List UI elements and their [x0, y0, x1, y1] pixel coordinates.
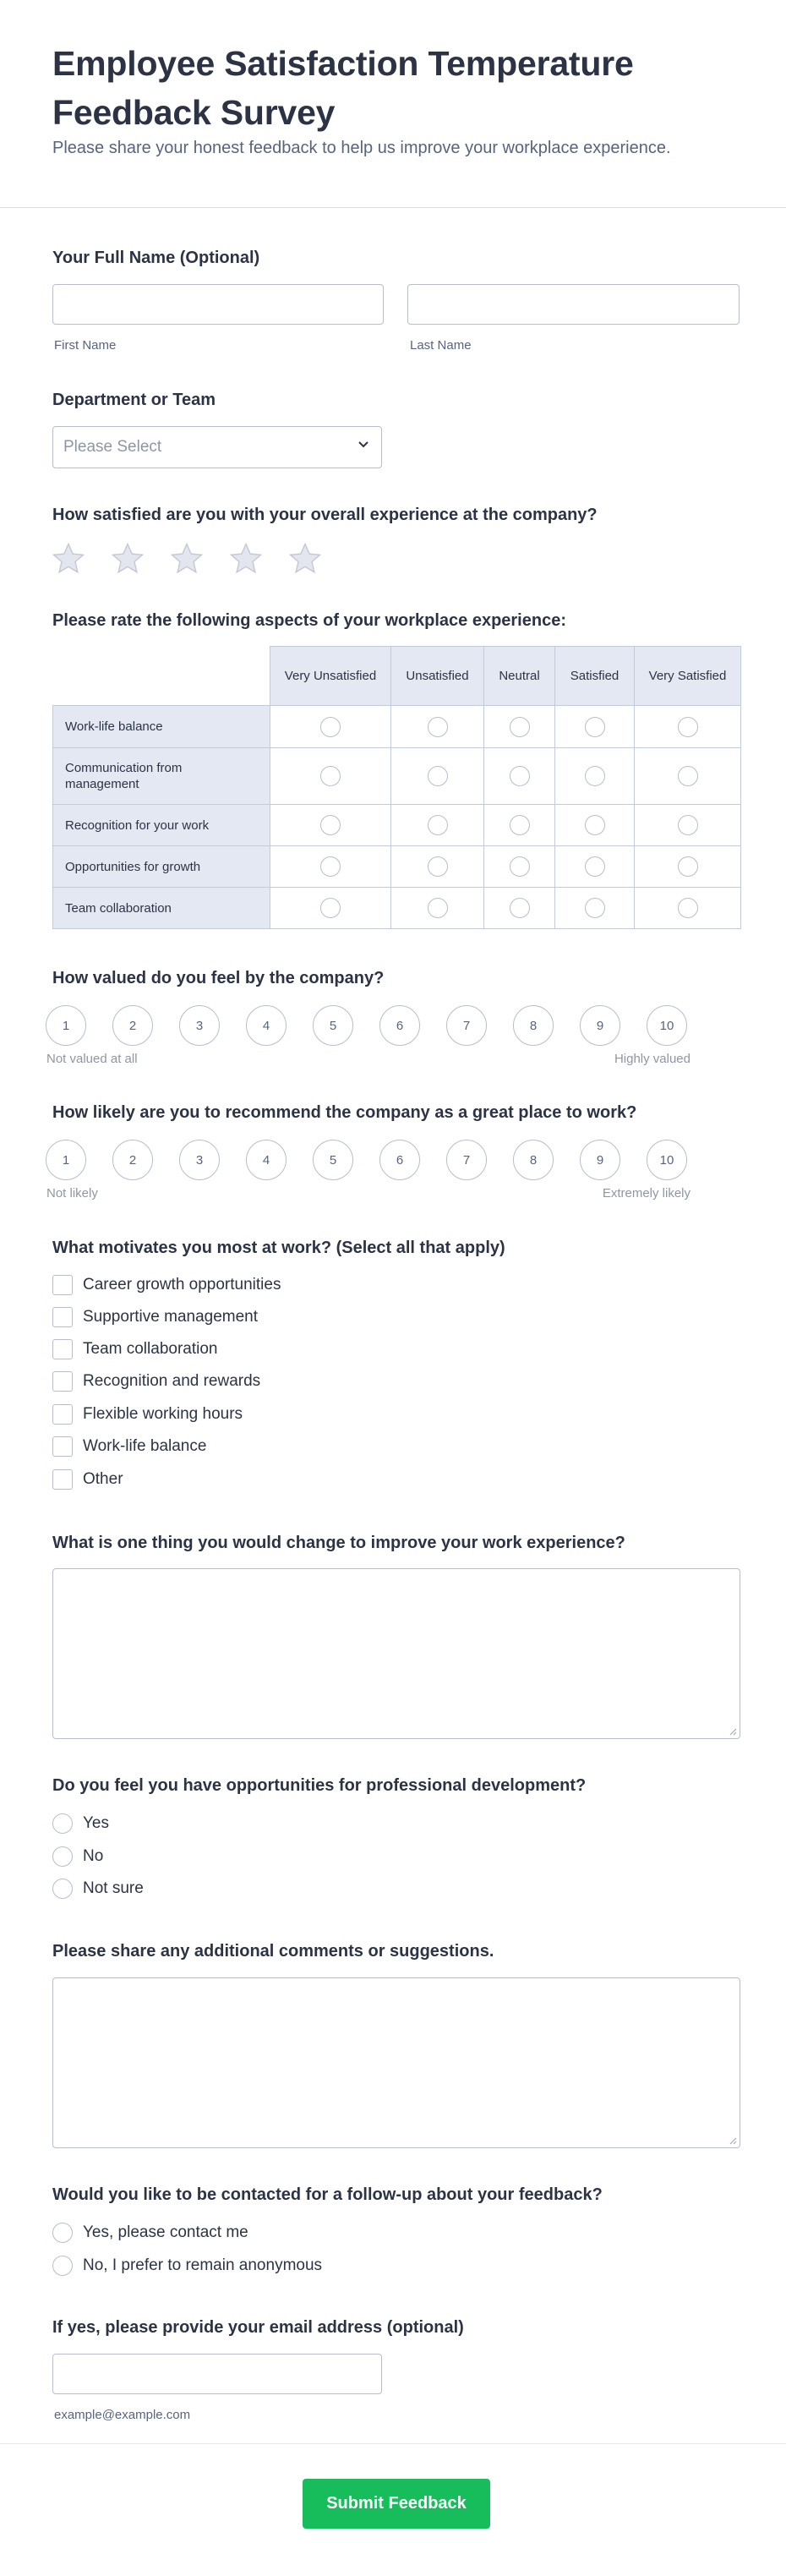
radio-option[interactable] — [52, 2256, 322, 2276]
checkbox-option[interactable] — [52, 1469, 123, 1490]
submit-button[interactable]: Submit Feedback — [303, 2479, 490, 2529]
matrix-radio[interactable] — [320, 766, 341, 786]
valued-label: How valued do you feel by the company? — [52, 969, 385, 987]
first-name-input[interactable] — [52, 284, 384, 325]
radio-label: No, I prefer to remain anonymous — [83, 2256, 323, 2274]
matrix-row — [53, 888, 741, 929]
matrix-label: Please rate the following aspects of your workplace experience: — [52, 611, 566, 630]
matrix-radio[interactable] — [428, 766, 448, 786]
matrix-col-header: Unsatisfied — [391, 647, 484, 706]
checkbox[interactable] — [52, 1275, 73, 1295]
email-label: If yes, please provide your email address (optional) — [52, 2318, 464, 2337]
valued-scale — [46, 1005, 687, 1046]
matrix-radio[interactable] — [510, 815, 530, 835]
checkbox[interactable] — [52, 1469, 73, 1490]
scale-option[interactable]: 7 — [446, 1140, 487, 1180]
radio-label: Yes, please contact me — [83, 2223, 248, 2241]
checkbox-option[interactable] — [52, 1275, 281, 1295]
checkbox-label: Recognition and rewards — [83, 1372, 261, 1390]
scale-option[interactable]: 10 — [647, 1140, 687, 1180]
radio-button[interactable] — [52, 2223, 73, 2243]
checkbox-option[interactable] — [52, 1371, 260, 1392]
name-label: Your Full Name (Optional) — [52, 249, 260, 267]
radio-button[interactable] — [52, 2256, 73, 2276]
matrix-col-header: Very Unsatisfied — [270, 647, 391, 706]
matrix-radio[interactable] — [585, 717, 605, 737]
matrix-corner — [53, 647, 270, 706]
matrix-radio[interactable] — [678, 815, 698, 835]
scale-max-label: Extremely likely — [602, 1186, 690, 1200]
last-name-sublabel: Last Name — [410, 338, 472, 353]
matrix-radio[interactable] — [320, 815, 341, 835]
checkbox-option[interactable] — [52, 1436, 206, 1457]
matrix-radio[interactable] — [428, 815, 448, 835]
checkbox[interactable] — [52, 1371, 73, 1392]
page-subtitle: Please share your honest feedback to help us improve your workplace experience. — [52, 139, 671, 157]
matrix-radio[interactable] — [678, 898, 698, 918]
radio-option[interactable] — [52, 1813, 109, 1834]
scale-option[interactable]: 6 — [379, 1140, 420, 1180]
matrix-radio[interactable] — [510, 856, 530, 877]
checkbox-option[interactable] — [52, 1404, 243, 1425]
matrix-radio[interactable] — [320, 898, 341, 918]
matrix-radio[interactable] — [428, 856, 448, 877]
comments-textarea[interactable] — [52, 1977, 740, 2148]
matrix-radio[interactable] — [585, 898, 605, 918]
matrix-row-label: Work-life balance — [53, 706, 270, 748]
scale-option[interactable]: 4 — [246, 1005, 287, 1046]
scale-option[interactable]: 3 — [179, 1140, 220, 1180]
matrix-col-header: Neutral — [484, 647, 555, 706]
star-icon[interactable] — [169, 541, 205, 577]
scale-option[interactable]: 9 — [580, 1005, 620, 1046]
motivations-label: What motivates you most at work? (Select all that apply) — [52, 1239, 505, 1257]
star-icon[interactable] — [228, 541, 264, 577]
checkbox[interactable] — [52, 1436, 73, 1457]
department-placeholder: Please Select — [63, 438, 162, 456]
matrix-radio[interactable] — [510, 898, 530, 918]
matrix-radio[interactable] — [585, 815, 605, 835]
comments-label: Please share any additional comments or suggestions. — [52, 1942, 494, 1961]
department-select[interactable] — [52, 426, 382, 468]
resize-grip-icon[interactable] — [729, 1727, 737, 1736]
rating-matrix — [52, 646, 741, 929]
scale-option[interactable]: 2 — [112, 1005, 153, 1046]
last-name-input[interactable] — [407, 284, 740, 325]
checkbox-label: Flexible working hours — [83, 1405, 243, 1423]
matrix-row-label: Recognition for your work — [53, 805, 270, 846]
matrix-radio[interactable] — [678, 766, 698, 786]
scale-option[interactable]: 5 — [313, 1005, 353, 1046]
star-icon[interactable] — [287, 541, 323, 577]
radio-button[interactable] — [52, 1813, 73, 1834]
matrix-row-label: Communication from management — [53, 748, 270, 805]
scale-option[interactable]: 1 — [46, 1005, 86, 1046]
checkbox-option[interactable] — [52, 1339, 217, 1359]
star-icon[interactable] — [51, 541, 86, 577]
radio-label: No — [83, 1847, 104, 1865]
matrix-radio[interactable] — [585, 766, 605, 786]
scale-option[interactable]: 3 — [179, 1005, 220, 1046]
recommend-label: How likely are you to recommend the company as a great place to work? — [52, 1103, 637, 1122]
checkbox-label: Career growth opportunities — [83, 1276, 281, 1293]
checkbox-label: Other — [83, 1470, 123, 1488]
scale-max-label: Highly valued — [614, 1052, 690, 1066]
matrix-radio[interactable] — [428, 898, 448, 918]
followup-label: Would you like to be contacted for a follow-up about your feedback? — [52, 2185, 603, 2204]
matrix-radio[interactable] — [320, 856, 341, 877]
scale-option[interactable]: 1 — [46, 1140, 86, 1180]
scale-option[interactable]: 8 — [513, 1005, 554, 1046]
first-name-sublabel: First Name — [54, 338, 117, 353]
scale-option[interactable]: 4 — [246, 1140, 287, 1180]
matrix-row — [53, 805, 741, 846]
chevron-down-icon — [358, 438, 369, 454]
matrix-radio[interactable] — [510, 717, 530, 737]
matrix-col-header: Satisfied — [555, 647, 635, 706]
matrix-row-label: Opportunities for growth — [53, 846, 270, 888]
scale-option[interactable]: 6 — [379, 1005, 420, 1046]
resize-grip-icon[interactable] — [729, 2136, 737, 2145]
scale-min-label: Not likely — [46, 1186, 98, 1200]
checkbox-label: Supportive management — [83, 1308, 259, 1326]
matrix-row-label: Team collaboration — [53, 888, 270, 929]
star-icon[interactable] — [110, 541, 145, 577]
recommend-scale — [46, 1140, 687, 1180]
radio-button[interactable] — [52, 1879, 73, 1899]
scale-option[interactable]: 9 — [580, 1140, 620, 1180]
radio-option[interactable] — [52, 1846, 103, 1867]
scale-option[interactable]: 5 — [313, 1140, 353, 1180]
form-header — [0, 0, 786, 208]
email-input[interactable] — [52, 2354, 382, 2394]
overall-rating-label: How satisfied are you with your overall experience at the company? — [52, 506, 598, 524]
matrix-col-header: Very Satisfied — [635, 647, 741, 706]
matrix-row — [53, 748, 741, 805]
radio-option[interactable] — [52, 1879, 144, 1899]
scale-option[interactable]: 8 — [513, 1140, 554, 1180]
checkbox-option[interactable] — [52, 1307, 258, 1327]
change-label: What is one thing you would change to improve your work experience? — [52, 1534, 625, 1552]
checkbox-label: Work-life balance — [83, 1437, 207, 1455]
page-title: Employee Satisfaction Temperature Feedback Survey — [52, 44, 634, 132]
checkbox-label: Team collaboration — [83, 1340, 218, 1358]
scale-option[interactable]: 2 — [112, 1140, 153, 1180]
matrix-row — [53, 706, 741, 748]
scale-option[interactable]: 7 — [446, 1005, 487, 1046]
checkbox[interactable] — [52, 1404, 73, 1425]
development-label: Do you feel you have opportunities for professional development? — [52, 1776, 587, 1795]
department-label: Department or Team — [52, 391, 216, 409]
matrix-radio[interactable] — [678, 717, 698, 737]
star-rating — [51, 541, 323, 577]
matrix-radio[interactable] — [678, 856, 698, 877]
scale-option[interactable]: 10 — [647, 1005, 687, 1046]
radio-label: Not sure — [83, 1879, 144, 1897]
matrix-radio[interactable] — [320, 717, 341, 737]
matrix-radio[interactable] — [510, 766, 530, 786]
matrix-radio[interactable] — [585, 856, 605, 877]
checkbox[interactable] — [52, 1339, 73, 1359]
radio-option[interactable] — [52, 2223, 248, 2243]
email-sublabel: example@example.com — [54, 2408, 191, 2422]
matrix-radio[interactable] — [428, 717, 448, 737]
radio-button[interactable] — [52, 1846, 73, 1867]
radio-label: Yes — [83, 1814, 109, 1832]
scale-min-label: Not valued at all — [46, 1052, 138, 1066]
change-textarea[interactable] — [52, 1568, 740, 1739]
matrix-row — [53, 846, 741, 888]
checkbox[interactable] — [52, 1307, 73, 1327]
